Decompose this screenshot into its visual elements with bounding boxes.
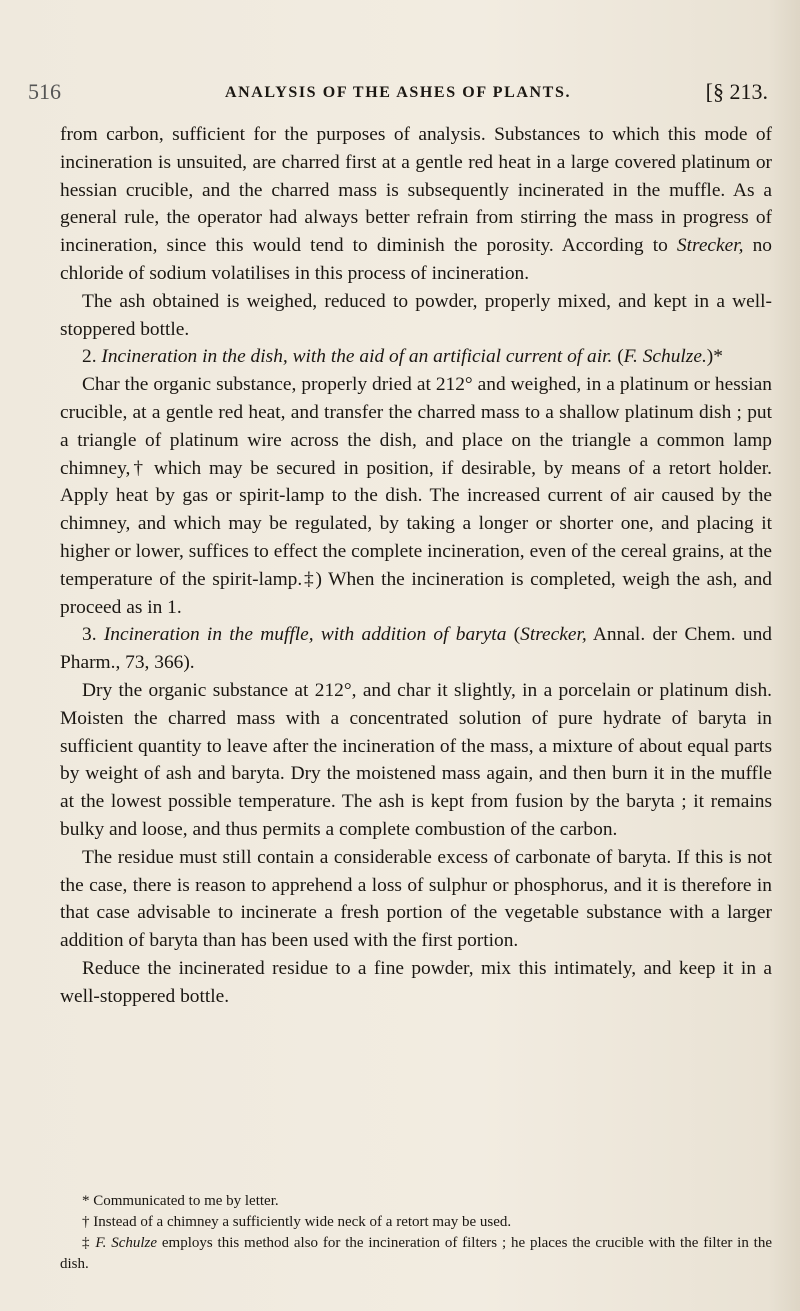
section-marker: [§ 213.	[705, 79, 768, 104]
paragraph-continuation: from carbon, sufficient for the purposes of analysis. Substances to which this mode of incineration is unsuited, are charred first at a gentle red heat in a large covered platinum or hessian crucible, and the charred mass is subsequently incinerated in the muffle. As a general rule, the operator had always better refrain from stirring the mass in progress of incineration, since this would tend to diminish the porosity. According to Strecker, no chloride of sodium volatilises in this process of incineration.	[60, 124, 772, 284]
footnote-2: † Instead of a chimney a sufficiently wide neck of a retort may be used.	[82, 1214, 512, 1230]
method-3-heading: 3. Incineration in the muffle, with addition of baryta (Strecker, Annal. der Chem. und Pharm., 73, 366).	[60, 624, 772, 674]
paragraph-ash-storage: The ash obtained is weighed, reduced to powder, properly mixed, and kept in a well-stoppered bottle.	[60, 290, 772, 340]
author-reference: Strecker,	[676, 235, 744, 257]
running-title: ANALYSIS OF THE ASHES OF PLANTS.	[224, 84, 572, 101]
footnote-3: ‡ F. Schulze employs this method also for the incineration of filters ; he places the crucible with the filter in the dish.	[60, 1235, 772, 1272]
footnotes	[60, 1191, 772, 1275]
body-text	[60, 121, 772, 1011]
footnote-1: * Communicated to me by letter.	[82, 1193, 279, 1209]
paragraph-method-3: Dry the organic substance at 212°, and char it slightly, in a porcelain or platinum dish. Moisten the charred mass with a concentrated solution of pure hydrate of baryta in sufficient quantity to leave after the incineration of the mass, a mixture of about equal parts by weight of ash and baryta. Dry the moistened mass again, and then burn it in the muffle at the lowest possible temperature. The ash is kept from fusion by the baryta ; it remains bulky and loose, and thus permits a complete combustion of the carbon.	[60, 679, 772, 840]
page-number: 516	[28, 79, 61, 104]
method-2-heading: 2. Incineration in the dish, with the aid of an artificial current of air. (F. Schulze.)*	[82, 346, 723, 368]
page-header	[28, 79, 768, 109]
paragraph-powder: Reduce the incinerated residue to a fine powder, mix this intimately, and keep it in a well-stoppered bottle.	[60, 957, 772, 1007]
paragraph-method-2: Char the organic substance, properly dried at 212° and weighed, in a platinum or hessian crucible, at a gentle red heat, and transfer the charred mass to a shallow platinum dish ; put a triangle of platinum wire across the dish, and place on the triangle a common lamp chimney,† which may be secured in position, if desirable, by means of a retort holder. Apply heat by gas or spirit-lamp to the dish. The increased current of air caused by the chimney, and which may be regulated, by taking a longer or shorter one, and placing it higher or lower, suffices to effect the complete incineration, even of the cereal grains, at the temperature of the spirit-lamp.‡) When the incineration is completed, weigh the ash, and proceed as in 1.	[60, 374, 772, 618]
paragraph-residue: The residue must still contain a considerable excess of carbonate of baryta. If this is not the case, there is reason to apprehend a loss of sulphur or phosphorus, and it is therefore in that case advisable to incinerate a fresh portion of the vegetable substance with a larger addition of baryta than has been used with the first portion.	[60, 846, 772, 952]
